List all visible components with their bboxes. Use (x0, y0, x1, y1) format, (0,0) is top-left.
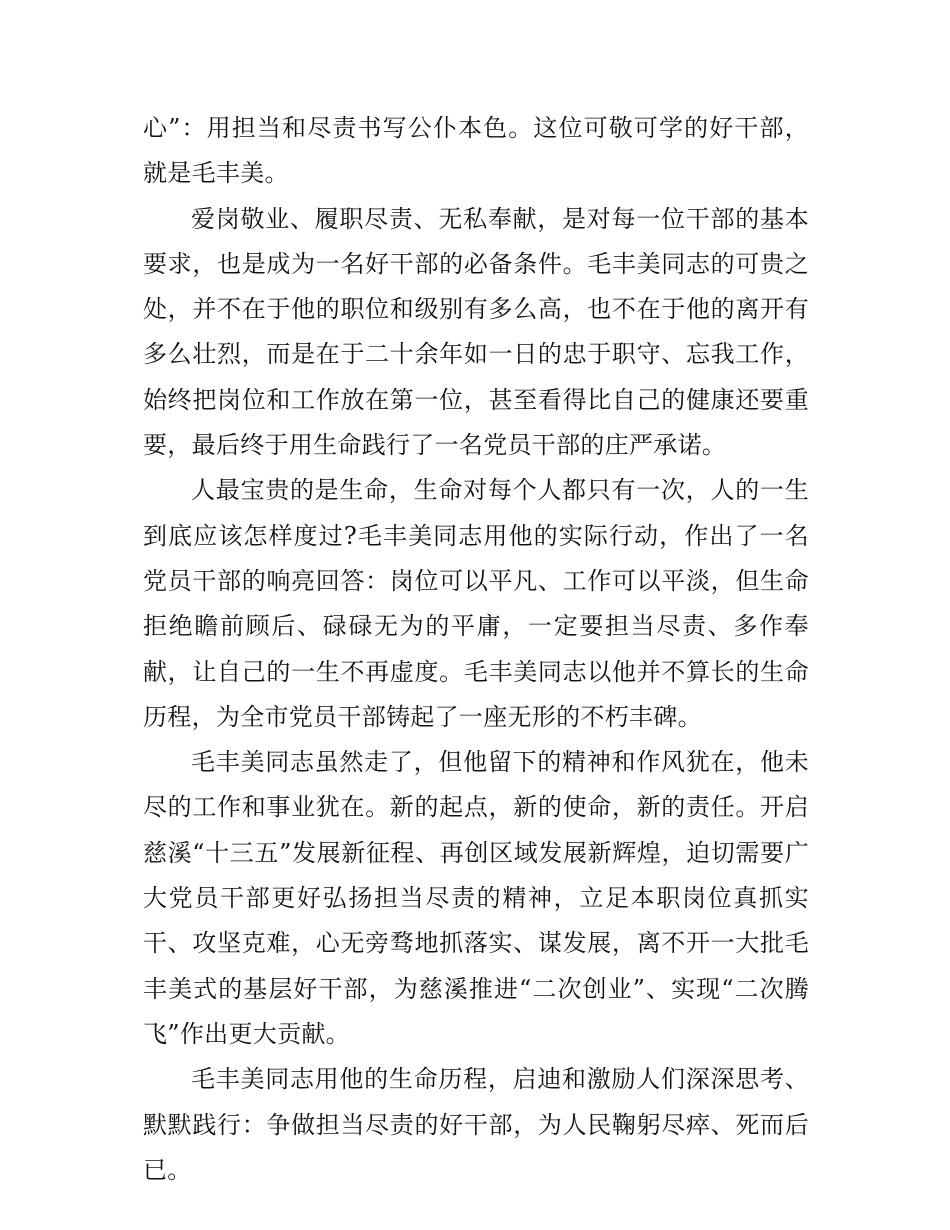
paragraph-1: 心”：用担当和尽责书写公仆本色。这位可敬可学的好干部，就是毛丰美。 (143, 114, 809, 188)
paragraph-4: 毛丰美同志虽然走了，但他留下的精神和作风犹在，他未尽的工作和事业犹在。新的起点，新的使命，新的责任。开启慈溪“十三五”发展新征程、再创区域发展新辉煌，迫切需要广大党员干部更好弘扬担当尽责的精神，立足本职岗位真抓实干、攻坚克难，心无旁骛地抓落实、谋发展，离不开一大批毛丰美式的基层好干部，为慈溪推进“二次创业”、实现“二次腾飞”作出更大贡献。 (143, 748, 809, 1048)
paragraph-5: 毛丰美同志用他的生命历程，启迪和激励人们深深思考、默默践行：争做担当尽责的好干部，为人民鞠躬尽瘁、死而后已。 (143, 1065, 809, 1184)
document-body (143, 106, 809, 1193)
paragraph-2: 爱岗敬业、履职尽责、无私奉献，是对每一位干部的基本要求，也是成为一名好干部的必备条件。毛丰美同志的可贵之处，并不在于他的职位和级别有多么高，也不在于他的离开有多么壮烈，而是在于二十余年如一日的忠于职守、忘我工作，始终把岗位和工作放在第一位，甚至看得比自己的健康还要重要，最后终于用生命践行了一名党员干部的庄严承诺。 (143, 204, 809, 460)
paragraph-3: 人最宝贵的是生命，生命对每个人都只有一次，人的一生到底应该怎样度过?毛丰美同志用他的实际行动，作出了一名党员干部的响亮回答：岗位可以平凡、工作可以平淡，但生命拒绝瞻前顾后、碌碌无为的平庸，一定要担当尽责、多作奉献，让自己的一生不再虚度。毛丰美同志以他并不算长的生命历程，为全市党员干部铸起了一座无形的不朽丰碑。 (143, 476, 809, 731)
